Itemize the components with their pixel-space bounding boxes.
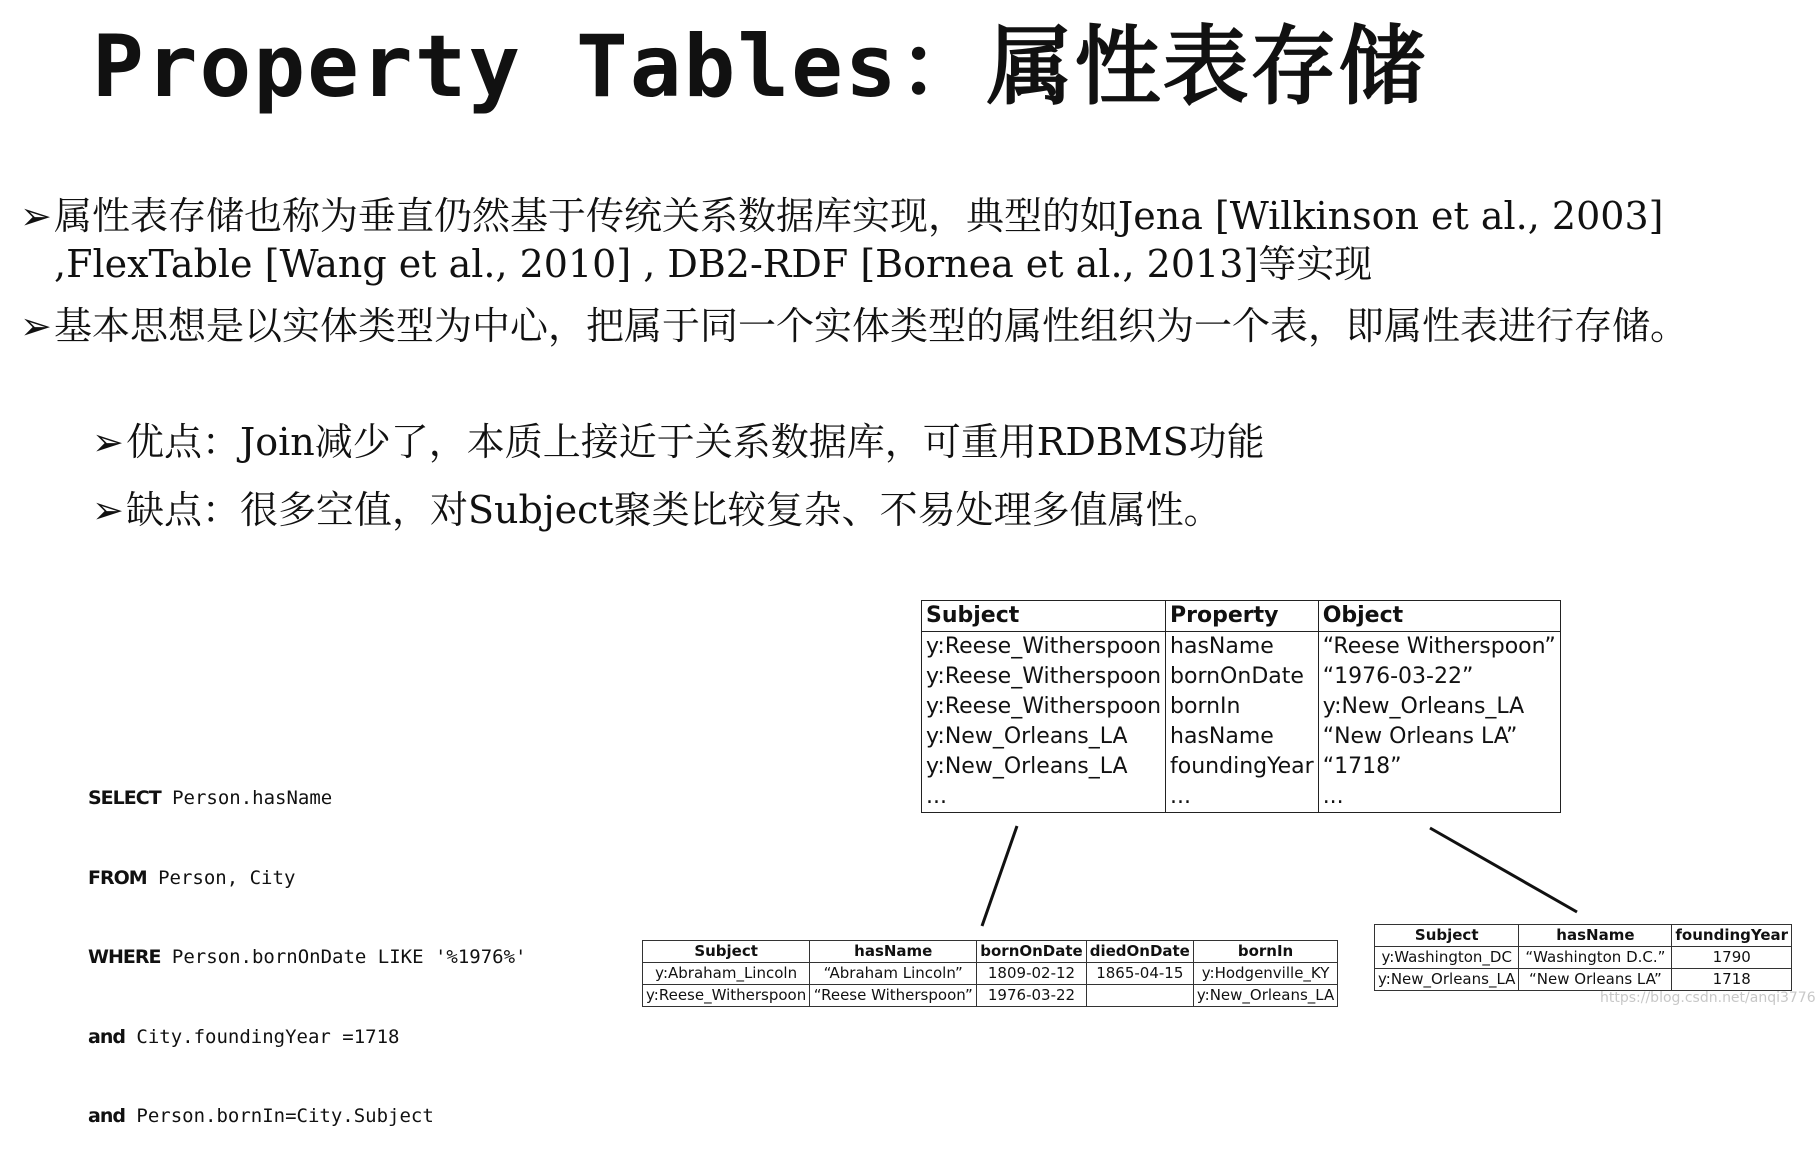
sql-keyword: and xyxy=(88,1105,125,1127)
column-header: Object xyxy=(1318,601,1560,632)
column-header: foundingYear xyxy=(1672,925,1792,947)
connector-to-person-table xyxy=(982,826,1017,926)
table-cell: y:New_Orleans_LA xyxy=(922,722,1166,752)
bullet-text: 优点：Join减少了，本质上接近于关系数据库，可重用RDBMS功能 xyxy=(126,420,1265,464)
table-cell: y:Reese_Witherspoon xyxy=(922,692,1166,722)
bullet-text: 缺点：很多空值，对Subject聚类比较复杂、不易处理多值属性。 xyxy=(126,488,1222,532)
table-row xyxy=(643,963,1338,985)
column-header: Property xyxy=(1166,601,1319,632)
bullet-text: 基本思想是以实体类型为中心，把属于同一个实体类型的属性组织为一个表，即属性表进行存储。 xyxy=(54,304,1689,348)
column-header: hasName xyxy=(1519,925,1672,947)
table-cell: “Abraham Lincoln” xyxy=(810,963,977,985)
arrow-bullet-icon: ➢ xyxy=(20,304,52,348)
table-cell: “New Orleans LA” xyxy=(1519,969,1672,991)
person-property-table xyxy=(642,940,1338,1007)
table-cell: y:New_Orleans_LA xyxy=(1193,985,1337,1007)
table-cell: 1809-02-12 xyxy=(977,963,1086,985)
table-cell: y:Abraham_Lincoln xyxy=(643,963,810,985)
sql-keyword: SELECT xyxy=(88,787,161,809)
table-cell: y:New_Orleans_LA xyxy=(1318,692,1560,722)
connector-to-city-table xyxy=(1430,828,1577,912)
table-cell: y:New_Orleans_LA xyxy=(922,752,1166,782)
column-header: bornOnDate xyxy=(977,941,1086,963)
table-cell: hasName xyxy=(1166,632,1319,663)
table-cell: “Washington D.C.” xyxy=(1519,947,1672,969)
bullet-text: 属性表存储也称为垂直仍然基于传统关系数据库实现，典型的如Jena [Wilkinson et al., 2003] ,FlexTable [Wang et al., 2010] , DB2-RDF [Bornea et al., 2013]等实现 xyxy=(54,194,1664,286)
arrow-bullet-icon: ➢ xyxy=(20,194,52,238)
table-cell: ... xyxy=(1166,782,1319,813)
sql-clause: Person.bornIn=City.Subject xyxy=(124,1105,434,1127)
column-header: Subject xyxy=(1375,925,1519,947)
table-cell: ... xyxy=(1318,782,1560,813)
table-cell: “Reese Witherspoon” xyxy=(810,985,977,1007)
table-cell: “1718” xyxy=(1318,752,1560,782)
table-cell: “New Orleans LA” xyxy=(1318,722,1560,752)
table-cell: “Reese Witherspoon” xyxy=(1318,632,1560,663)
table-cell: ... xyxy=(922,782,1166,813)
sql-clause: Person.hasName xyxy=(160,787,333,809)
table-row xyxy=(1375,969,1792,991)
table-cell: y:Reese_Witherspoon xyxy=(922,632,1166,663)
column-header: Subject xyxy=(643,941,810,963)
table-cell: y:Washington_DC xyxy=(1375,947,1519,969)
table-cell: y:Hodgenville_KY xyxy=(1193,963,1337,985)
column-header: hasName xyxy=(810,941,977,963)
table-cell: y:New_Orleans_LA xyxy=(1375,969,1519,991)
sql-clause: Person.bornOnDate LIKE '%1976%' xyxy=(160,946,527,968)
table-cell xyxy=(1086,985,1193,1007)
sql-line xyxy=(88,1103,527,1130)
table-cell: foundingYear xyxy=(1166,752,1319,782)
column-header: Subject xyxy=(922,601,1166,632)
table-cell: 1865-04-15 xyxy=(1086,963,1193,985)
table-cell: 1976-03-22 xyxy=(977,985,1086,1007)
table-row xyxy=(1375,947,1792,969)
column-header: diedOnDate xyxy=(1086,941,1193,963)
table-cell: y:Reese_Witherspoon xyxy=(922,662,1166,692)
arrow-bullet-icon: ➢ xyxy=(92,488,124,532)
slide-title: Property Tables：属性表存储 xyxy=(92,17,1427,117)
column-header: bornIn xyxy=(1193,941,1337,963)
arrow-bullet-icon: ➢ xyxy=(92,420,124,464)
table-cell: “1976-03-22” xyxy=(1318,662,1560,692)
table-header-row xyxy=(643,941,1338,963)
table-row xyxy=(643,985,1338,1007)
table-cell: bornIn xyxy=(1166,692,1319,722)
city-property-table xyxy=(1374,924,1792,991)
sql-clause: City.foundingYear =1718 xyxy=(124,1025,400,1048)
sql-line xyxy=(88,1024,527,1051)
table-cell: 1790 xyxy=(1672,947,1792,969)
sql-keyword: WHERE xyxy=(88,946,161,968)
sql-keyword: FROM xyxy=(88,866,147,889)
watermark: https://blog.csdn.net/anqi3776 xyxy=(1600,990,1816,1006)
sql-keyword: and xyxy=(88,1025,125,1048)
table-cell: bornOnDate xyxy=(1166,662,1319,692)
table-cell: 1718 xyxy=(1672,969,1792,991)
table-cell: y:Reese_Witherspoon xyxy=(643,985,810,1007)
table-cell: hasName xyxy=(1166,722,1319,752)
table-header-row xyxy=(1375,925,1792,947)
sql-clause: Person, City xyxy=(146,866,296,889)
